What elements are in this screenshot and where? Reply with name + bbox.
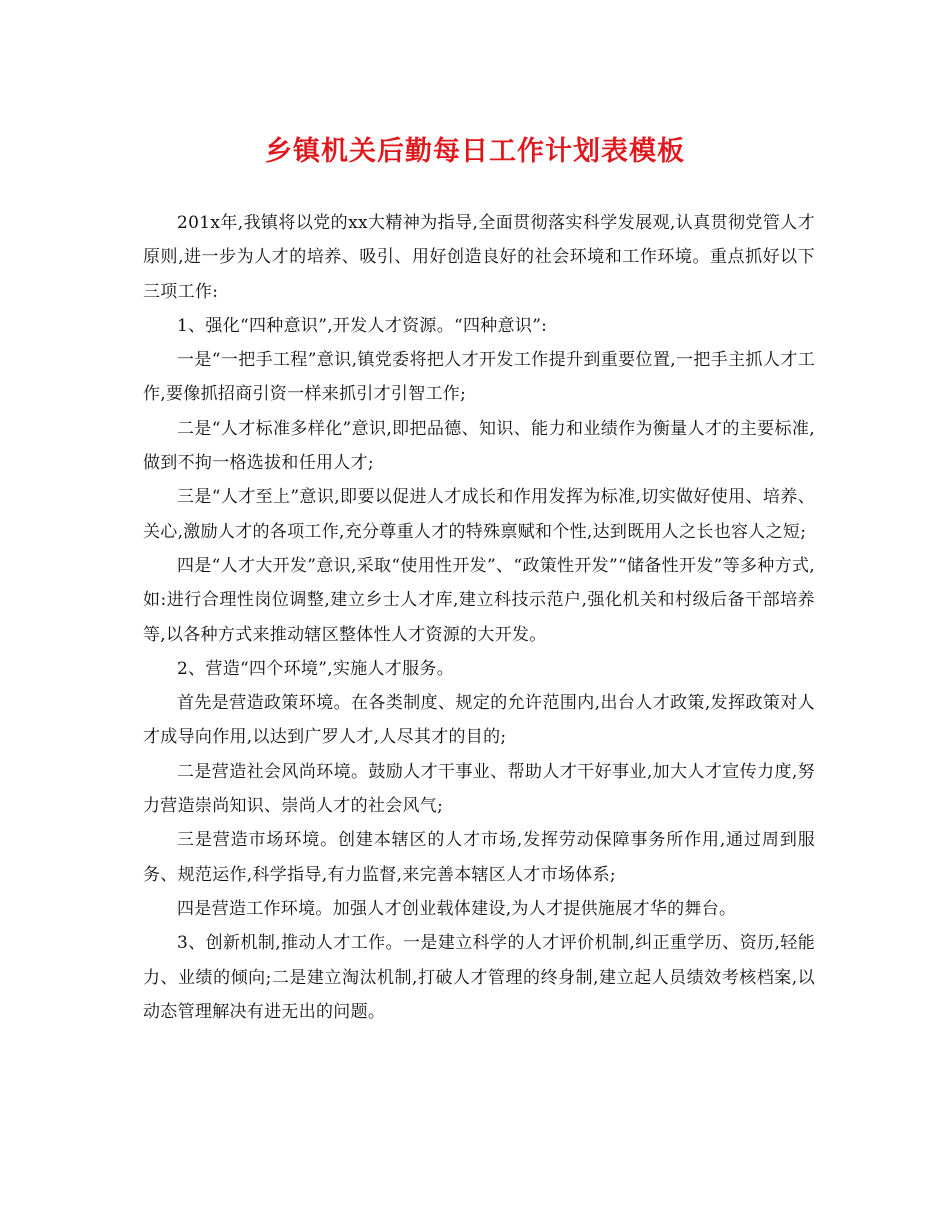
paragraph-awareness-2: 二是“人才标准多样化”意识,即把品德、知识、能力和业绩作为衡量人才的主要标准,做到不拘一格选拔和任用人才; <box>143 418 815 474</box>
paragraph-environment-3: 三是营造市场环境。创建本辖区的人才市场,发挥劳动保障事务所作用,通过周到服务、规范运作,科学指导,有力监督,来完善本辖区人才市场体系; <box>143 830 815 885</box>
paragraph-environment-1: 首先是营造政策环境。在各类制度、规定的允许范围内,出台人才政策,发挥政策对人才成导向作用,以达到广罗人才,人尽其才的目的; <box>143 693 815 748</box>
paragraph-heading-1: 1、强化“四种意识”,开发人才资源。“四种意识”: <box>177 315 548 336</box>
paragraph-awareness-1: 一是“一把手工程”意识,镇党委将把人才开发工作提升到重要位置,一把手主抓人才工作,要像抓招商引资一样来抓引才引智工作; <box>143 350 815 405</box>
paragraph-heading-2: 2、营造“四个环境”,实施人才服务。 <box>177 658 455 679</box>
paragraph-environment-4: 四是营造工作环境。加强人才创业载体建设,为人才提供施展才华的舞台。 <box>177 898 737 919</box>
paragraph-environment-2: 二是营造社会风尚环境。鼓励人才干事业、帮助人才干好事业,加大人才宣传力度,努力营造崇尚知识、崇尚人才的社会风气; <box>143 761 815 817</box>
paragraph-intro: 201x年,我镇将以党的xx大精神为指导,全面贯彻落实科学发展观,认真贯彻党管人才原则,进一步为人才的培养、吸引、用好创造良好的社会环境和工作环境。重点抓好以下三项工作: <box>143 213 815 302</box>
document-body <box>143 206 815 1029</box>
paragraph-awareness-4: 四是“人才大开发”意识,采取“使用性开发”、“政策性开发”“储备性开发”等多种方式,如:进行合理性岗位调整,建立乡士人才库,建立科技示范户,强化机关和村级后备干部培养等,以各种方式来推动辖区整体性人才资源的大开发。 <box>143 555 815 645</box>
paragraph-heading-3: 3、创新机制,推动人才工作。一是建立科学的人才评价机制,纠正重学历、资历,轻能力、业绩的倾向;二是建立淘汰机制,打破人才管理的终身制,建立起人员绩效考核档案,以动态管理解决有进无出的问题。 <box>143 933 815 1022</box>
document-title: 乡镇机关后勤每日工作计划表模板 <box>265 136 685 167</box>
paragraph-awareness-3: 三是“人才至上”意识,即要以促进人才成长和作用发挥为标准,切实做好使用、培养、关心,激励人才的各项工作,充分尊重人才的特殊禀赋和个性,达到既用人之长也容人之短; <box>143 487 815 542</box>
